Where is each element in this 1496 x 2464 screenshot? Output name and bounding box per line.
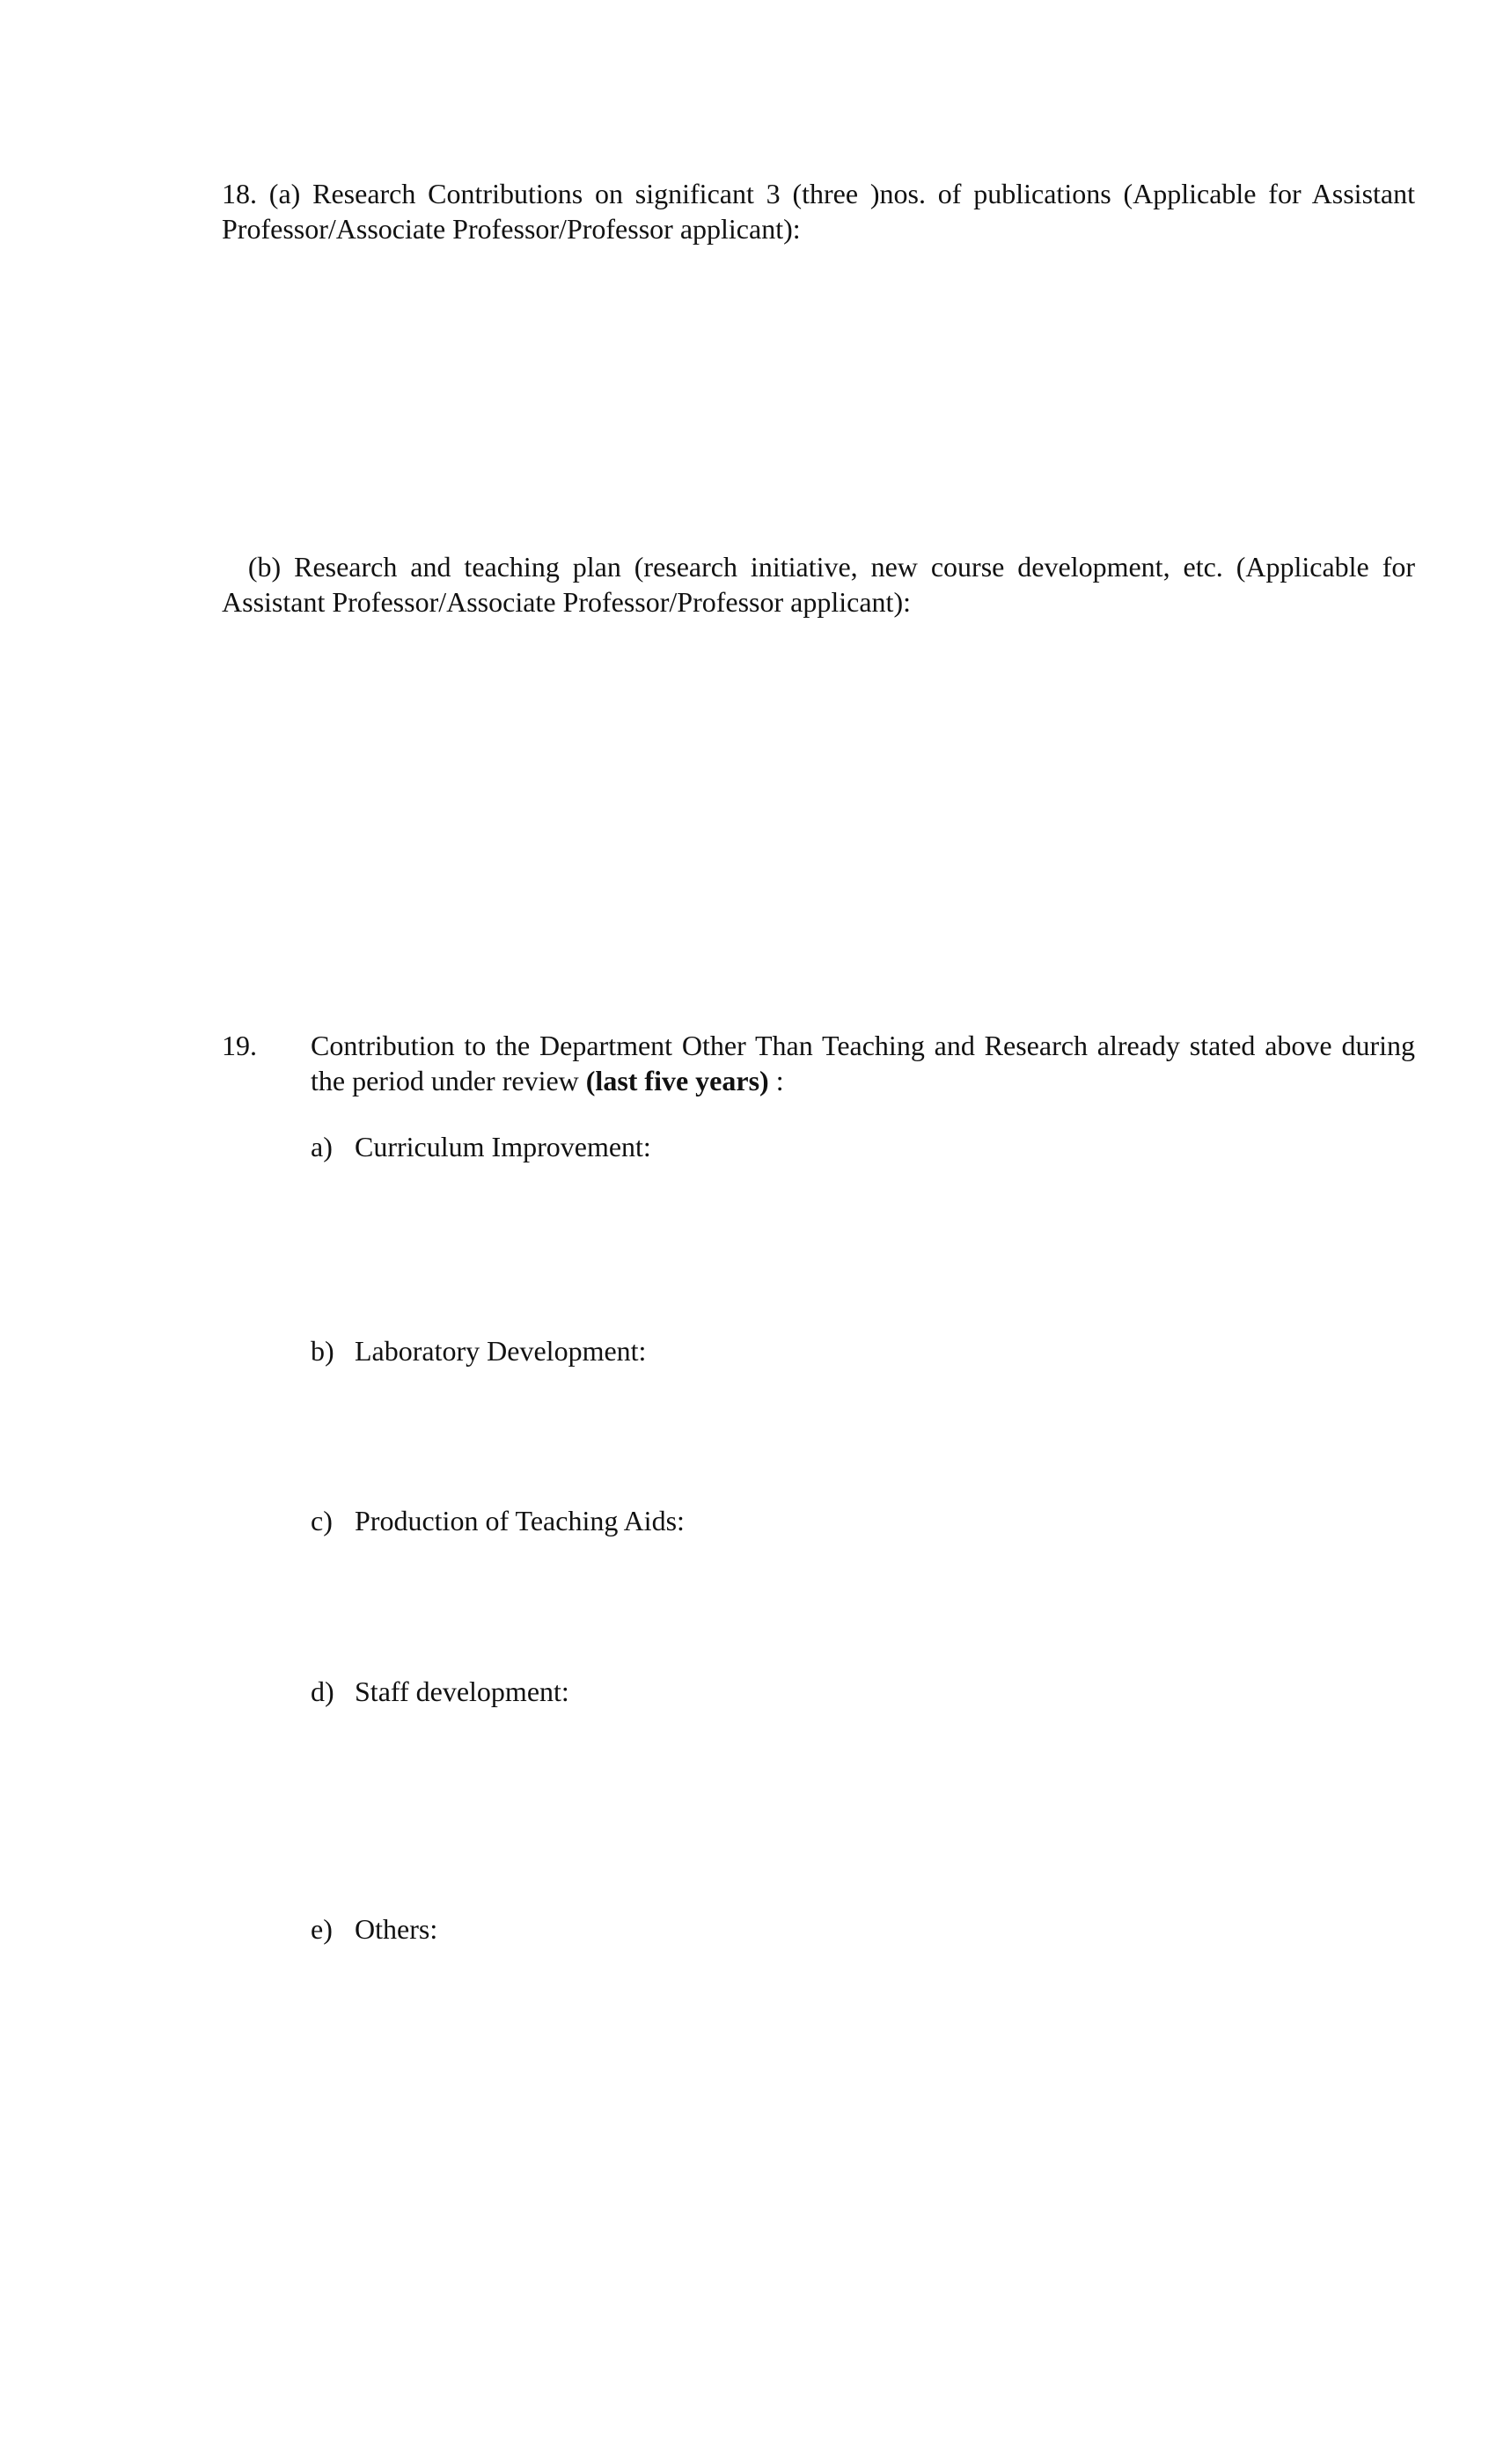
- question-19-period: (last five years): [585, 1065, 769, 1096]
- item-others: [311, 1911, 437, 1947]
- item-text: Curriculum Improvement:: [355, 1131, 651, 1162]
- item-text: Laboratory Development:: [355, 1335, 647, 1367]
- item-label: a): [311, 1131, 333, 1162]
- item-staff-development: [311, 1674, 569, 1709]
- item-teaching-aids: [311, 1503, 685, 1538]
- question-19-number: 19.: [222, 1030, 257, 1061]
- question-19-body: Contribution to the Department Other Than Teaching and Research already stated above during the period under review: [311, 1030, 1415, 1096]
- question-19-text: [311, 1028, 1415, 1098]
- item-text: Production of Teaching Aids:: [355, 1505, 685, 1536]
- item-text: Staff development:: [355, 1676, 569, 1707]
- item-label: b): [311, 1335, 334, 1367]
- question-18a: 18. (a) Research Contributions on significant 3 (three )nos. of publications (Applicable for Assistant Professor/Associate Professor/Professor applicant):: [222, 178, 1415, 245]
- item-laboratory-development: [311, 1333, 646, 1368]
- item-curriculum-improvement: [311, 1129, 651, 1164]
- item-label: c): [311, 1505, 333, 1536]
- item-label: d): [311, 1676, 334, 1707]
- item-label: e): [311, 1913, 333, 1945]
- item-text: Others:: [355, 1913, 438, 1945]
- question-19-suffix: :: [768, 1065, 784, 1096]
- question-18b: (b) Research and teaching plan (research initiative, new course development, etc. (Applicable for Assistant Professor/Associate Professor/Professor applicant):: [222, 551, 1421, 618]
